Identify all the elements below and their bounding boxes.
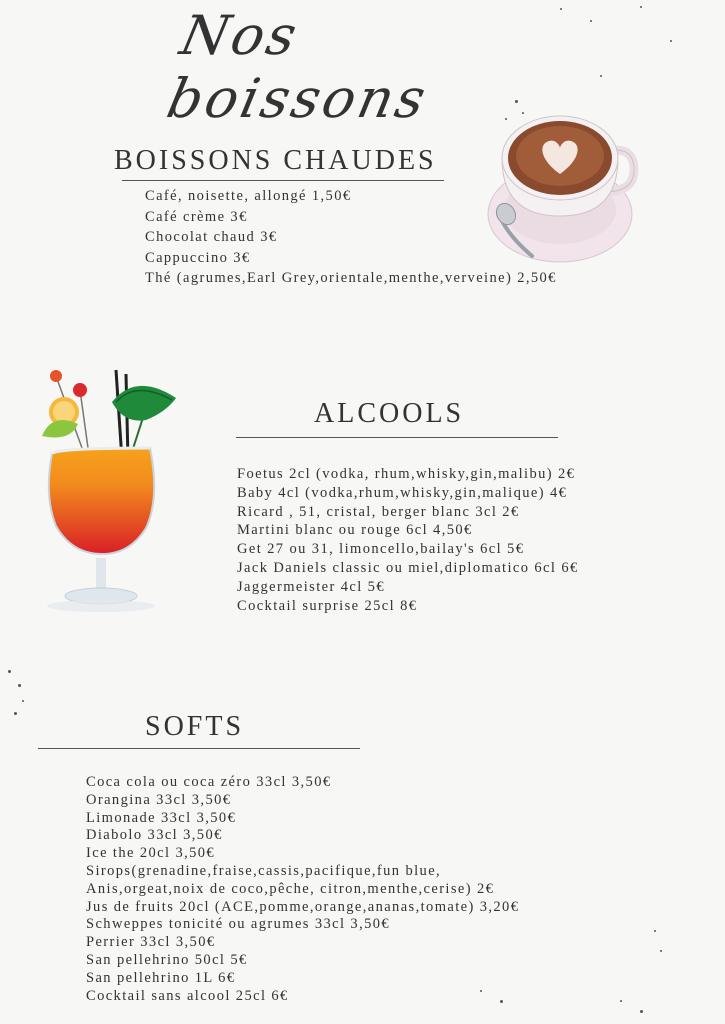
list-item: Ice the 20cl 3,50€ <box>86 845 216 862</box>
list-item: Ricard , 51, cristal, berger blanc 3cl 2€ <box>237 503 520 520</box>
list-item: Get 27 ou 31, limoncello,bailay's 6cl 5€ <box>237 541 525 558</box>
softs-list <box>86 774 519 1005</box>
list-item: Limonade 33cl 3,50€ <box>86 809 237 826</box>
softs-rule <box>38 748 360 749</box>
list-item: Martini blanc ou rouge 6cl 4,50€ <box>237 522 473 539</box>
list-item: Diabolo 33cl 3,50€ <box>86 827 223 844</box>
list-item: Thé (agrumes,Earl Grey,orientale,menthe,verveine) 2,50€ <box>145 270 557 286</box>
list-item: San pellehrino 50cl 5€ <box>86 951 248 968</box>
hot-drinks-rule <box>122 180 444 181</box>
alcohol-rule <box>236 437 558 438</box>
list-item: Cocktail sans alcool 25cl 6€ <box>86 987 289 1004</box>
list-item: Orangina 33cl 3,50€ <box>86 791 232 808</box>
softs-heading: SOFTS <box>145 711 245 742</box>
list-item: Sirops(grenadine,fraise,cassis,pacifique,fun blue, <box>86 862 442 879</box>
list-item: Schweppes tonicité ou agrumes 33cl 3,50€ <box>86 916 391 933</box>
list-item: Café crème 3€ <box>145 208 248 225</box>
alcohol-heading: ALCOOLS <box>314 398 465 429</box>
hot-drinks-heading: BOISSONS CHAUDES <box>114 145 437 176</box>
list-item: Foetus 2cl (vodka, rhum,whisky,gin,malibu) 2€ <box>237 466 576 482</box>
list-item: Jack Daniels classic ou miel,diplomatico 6cl 6€ <box>237 559 579 576</box>
cocktail-glass-icon <box>38 362 188 624</box>
list-item: Chocolat chaud 3€ <box>145 229 278 245</box>
list-item: Perrier 33cl 3,50€ <box>86 934 216 951</box>
list-item: Baby 4cl (vodka,rhum,whisky,gin,malique) 4€ <box>237 484 568 501</box>
list-item: Cocktail surprise 25cl 8€ <box>237 597 418 614</box>
list-item: Jaggermeister 4cl 5€ <box>237 578 385 595</box>
list-item: Cappuccino 3€ <box>145 249 251 266</box>
list-item: Café, noisette, allongé 1,50€ <box>145 188 352 204</box>
alcohol-list <box>237 465 579 615</box>
list-item: Jus de fruits 20cl (ACE,pomme,orange,ananas,tomate) 3,20€ <box>86 898 520 915</box>
list-item: Coca cola ou coca zéro 33cl 3,50€ <box>86 774 332 790</box>
menu-title: Nos boissons <box>161 4 434 130</box>
list-item: Anis,orgeat,noix de coco,pêche, citron,menthe,cerise) 2€ <box>86 880 495 897</box>
hot-drinks-list <box>145 186 557 289</box>
list-item: San pellehrino 1L 6€ <box>86 969 236 986</box>
